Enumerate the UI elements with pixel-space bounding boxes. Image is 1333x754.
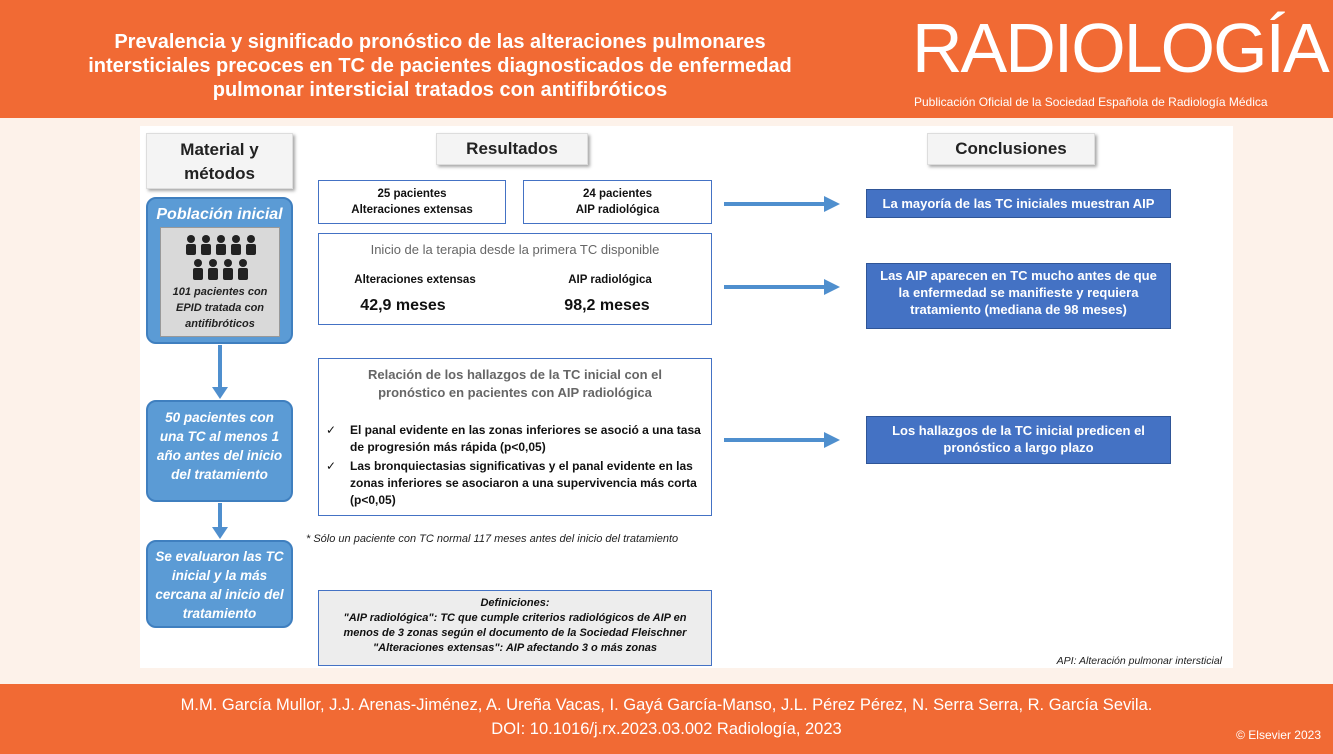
- title-line: pulmonar intersticial tratados con antifibróticos: [212, 79, 668, 101]
- therapy-col2-value: 98,2 meses: [564, 297, 650, 314]
- arrow-right-2: [724, 285, 824, 289]
- therapy-title: Inicio de la terapia desde la primera TC disponible: [370, 242, 660, 257]
- arrow-down-2: [218, 503, 222, 529]
- conclusion-2: [866, 263, 1171, 329]
- step3-box: [146, 540, 293, 628]
- conclusion-1: [866, 189, 1171, 218]
- title-line: intersticiales precoces en TC de pacientes diagnosticados de enfermedad: [88, 55, 792, 77]
- relation-item-text: Las bronquiectasias significativas y el panal evidente en las zonas inferiores se asociaron a una supervivencia más corta (p<0,05): [350, 459, 697, 507]
- definitions-line: "Alteraciones extensas": AIP afectando 3 o más zonas: [372, 642, 658, 654]
- population-title: Población inicial: [156, 206, 283, 223]
- relation-title: [318, 366, 712, 402]
- therapy-col1-label: Alteraciones extensas: [354, 274, 476, 286]
- section-methods-label: Material y métodos: [180, 140, 259, 183]
- arrow-right-3: [724, 438, 824, 442]
- population-text: 101 pacientes con EPID tratada con antifibróticos: [172, 286, 268, 330]
- poster-title: [40, 30, 840, 102]
- arrow-right-3-head: [824, 432, 840, 448]
- aip-count: 24 pacientes: [582, 188, 653, 200]
- aip-count-box: [523, 180, 712, 224]
- journal-subtitle: Publicación Oficial de la Sociedad Española de Radiología Médica: [914, 95, 1268, 109]
- definitions-box: [318, 590, 712, 666]
- check-icon: ✓: [326, 423, 337, 437]
- extensive-count-box: [318, 180, 506, 224]
- step2-text: 50 pacientes con una TC al menos 1 año antes del inicio del tratamiento: [156, 410, 283, 482]
- relation-item-1: [326, 422, 706, 456]
- relation-item-2: [326, 458, 706, 509]
- footnote: * Sólo un paciente con TC normal 117 meses antes del inicio del tratamiento: [306, 533, 679, 545]
- section-conclusions-label: Conclusiones: [955, 139, 1067, 158]
- section-results-header: [436, 133, 588, 165]
- footer-authors: M.M. García Mullor, J.J. Arenas-Jiménez, A. Ureña Vacas, I. Gayá García-Manso, J.L. Pérez Pérez, N. Serra Serra, R. García Sevila.: [180, 696, 1153, 714]
- aip-label: AIP radiológica: [575, 204, 660, 216]
- conclusion-3: [866, 416, 1171, 464]
- conclusion-3-text: Los hallazgos de la TC inicial predicen el pronóstico a largo plazo: [892, 423, 1145, 455]
- people-icon: [183, 234, 259, 282]
- relation-title-line: pronóstico en pacientes con AIP radiológica: [378, 385, 652, 400]
- footer-bar: [0, 684, 1333, 754]
- arrow-down-1: [218, 345, 222, 389]
- conclusion-2-text: Las AIP aparecen en TC mucho antes de que la enfermedad se manifieste y requiera tratamiento (mediana de 98 meses): [880, 268, 1157, 317]
- check-icon: ✓: [326, 459, 337, 473]
- arrow-down-1-head: [212, 387, 228, 399]
- extensive-label: Alteraciones extensas: [351, 204, 473, 216]
- arrow-right-2-head: [824, 279, 840, 295]
- section-conclusions-header: [927, 133, 1095, 165]
- section-results-label: Resultados: [466, 139, 558, 158]
- footer-copyright: © Elsevier 2023: [1236, 728, 1321, 742]
- relation-item-text: El panal evidente en las zonas inferiores se asoció a una tasa de progresión más rápida (p<0,05): [350, 423, 701, 454]
- title-line: Prevalencia y significado pronóstico de las alteraciones pulmonares: [114, 31, 766, 53]
- therapy-col2-label: AIP radiológica: [568, 274, 652, 286]
- definitions-line: menos de 3 zonas según el documento de la Sociedad Fleischner: [343, 627, 687, 639]
- therapy-col1-value: 42,9 meses: [360, 297, 446, 314]
- definitions-title: Definiciones:: [480, 597, 550, 609]
- section-methods-header: [146, 133, 293, 189]
- definitions-line: "AIP radiológica": TC que cumple criterios radiológicos de AIP en: [343, 612, 687, 624]
- step2-box: [146, 400, 293, 502]
- step3-text: Se evaluaron las TC inicial y la más cercana al inicio del tratamiento: [155, 549, 284, 621]
- arrow-right-1-head: [824, 196, 840, 212]
- conclusion-1-text: La mayoría de las TC iniciales muestran AIP: [882, 196, 1155, 211]
- abbreviation-note: API: Alteración pulmonar intersticial: [1056, 655, 1222, 667]
- relation-title-line: Relación de los hallazgos de la TC inicial con el: [367, 367, 663, 382]
- arrow-right-1: [724, 202, 824, 206]
- arrow-down-2-head: [212, 527, 228, 539]
- footer-doi: DOI: 10.1016/j.rx.2023.03.002 Radiología, 2023: [491, 720, 842, 738]
- extensive-count: 25 pacientes: [377, 188, 447, 200]
- journal-logo: RADIOLOGÍA: [912, 9, 1328, 87]
